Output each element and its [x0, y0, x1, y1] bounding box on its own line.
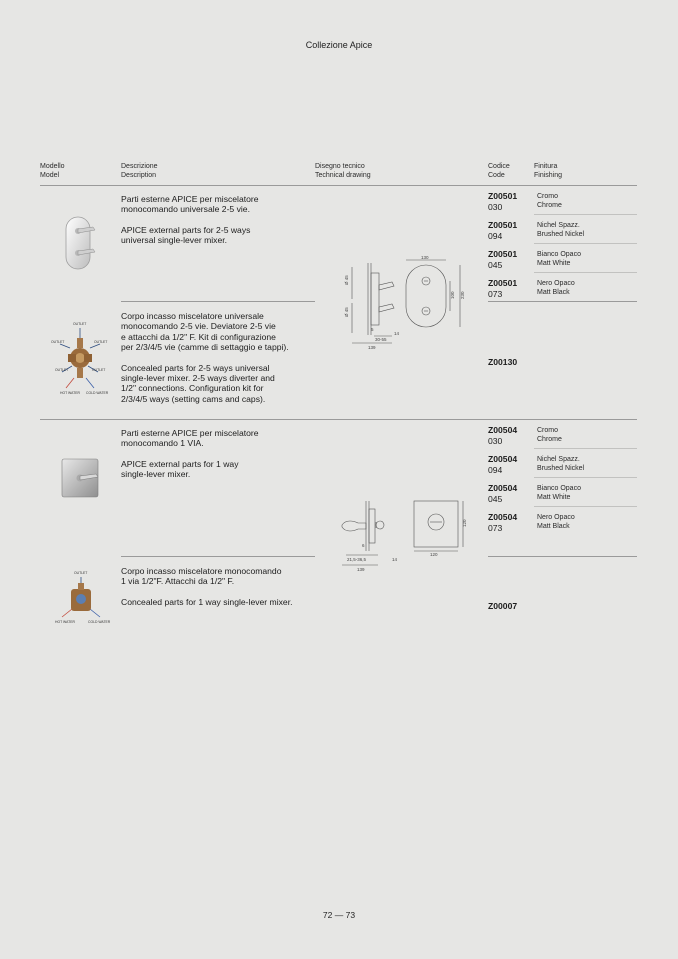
product-code: Z00501 045 — [488, 249, 518, 270]
description-italian: Corpo incasso miscelatore monocomando 1 via 1/2"F. Attacchi da 1/2" F. — [121, 566, 282, 587]
technical-drawing-1-way — [338, 495, 468, 580]
valve-label: COLD WATER — [88, 620, 110, 624]
column-header-description: Descrizione Description — [121, 163, 158, 179]
dim-label: Ø 45 — [344, 307, 349, 317]
column-header-finishing: Finitura Finishing — [534, 163, 563, 179]
product-code: Z00504 030 — [488, 425, 518, 446]
dim-label: 139 — [368, 345, 376, 350]
dim-label: 30-55 — [375, 337, 387, 342]
row-divider — [534, 506, 637, 507]
description-english: APICE external parts for 1 way single-lever mixer. — [121, 458, 239, 480]
row-divider — [534, 214, 637, 215]
finish-label: Cromo Chrome — [537, 427, 562, 443]
dim-label: 6 — [362, 543, 365, 548]
sub-divider-code — [488, 556, 637, 557]
finish-label: Bianco Opaco Matt White — [537, 251, 581, 267]
description-italian: Corpo incasso miscelatore universale monocomando 2-5 vie. Deviatore 2-5 vie e attacchi da 1/2" F. Kit di configurazione per 2/3/4/5 vie (camme di settaggio e tappi). — [121, 311, 289, 353]
dim-label: Ø 45 — [344, 275, 349, 285]
description-english: Concealed parts for 1 way single-lever mixer. — [121, 596, 293, 607]
row-divider — [534, 243, 637, 244]
finish-label: Nero Opaco Matt Black — [537, 280, 575, 296]
description-external-1-way — [121, 428, 311, 490]
column-header-drawing: Disegno tecnico Technical drawing — [315, 163, 371, 179]
page-number: 72 — 73 — [322, 910, 356, 920]
product-code: Z00504 045 — [488, 483, 518, 504]
model-image-external-2-5-ways — [62, 215, 98, 276]
product-code: Z00501 030 — [488, 191, 518, 212]
valve-label: HOT WATER — [55, 620, 75, 624]
product-code: Z00501 094 — [488, 220, 518, 241]
valve-label: OUTLET — [74, 571, 88, 575]
dim-label: 130 — [421, 255, 429, 260]
description-italian: Parti esterne APICE per miscelatore monocomando 1 VIA. — [121, 428, 259, 449]
technical-drawing-2-5-ways — [338, 255, 468, 360]
dim-label: 5 — [371, 327, 374, 332]
section-divider — [40, 419, 637, 420]
dim-label: 14 — [394, 331, 400, 336]
dim-label: 100 — [450, 291, 455, 299]
header-divider — [40, 185, 637, 186]
model-image-concealed-valve-2-5-ways — [48, 318, 112, 405]
dim-label: 120 — [430, 552, 438, 557]
valve-label: OUTLET — [92, 368, 106, 372]
valve-label: OUTLET — [55, 368, 69, 372]
description-concealed-1-way — [121, 566, 321, 617]
valve-label: COLD WATER — [86, 391, 109, 395]
product-code: Z00007 — [488, 601, 518, 611]
description-italian: Parti esterne APICE per miscelatore monocomando universale 2-5 vie. — [121, 194, 259, 215]
finish-label: Nichel Spazz. Brushed Nickel — [537, 222, 585, 238]
column-header-code: Codice Code — [488, 163, 510, 179]
sub-divider-description — [121, 301, 315, 302]
sub-divider-code — [488, 301, 637, 302]
dim-label: 139 — [357, 567, 365, 572]
product-code: Z00130 — [488, 357, 518, 367]
dim-label: 230 — [460, 291, 465, 299]
description-concealed-2-5-ways — [121, 311, 321, 414]
valve-label: OUTLET — [51, 340, 65, 344]
valve-label: HOT WATER — [60, 391, 80, 395]
column-header-model: Modello Model — [40, 163, 65, 179]
row-divider — [534, 272, 637, 273]
valve-label: OUTLET — [94, 340, 108, 344]
finish-label: Nero Opaco Matt Black — [537, 514, 575, 530]
dim-label: 120 — [462, 519, 467, 527]
page-title: Collezione Apice — [305, 40, 373, 50]
finish-label: Nichel Spazz. Brushed Nickel — [537, 456, 585, 472]
product-code: Z00501 073 — [488, 278, 518, 299]
row-divider — [534, 448, 637, 449]
sub-divider-description — [121, 556, 315, 557]
model-image-external-1-way — [60, 457, 100, 504]
dim-label: 21,5-36,5 — [347, 557, 367, 562]
description-english: Concealed parts for 2-5 ways universal single-lever mixer. 2-5 ways diverter and 1/2" connections. Configuration kit for 2/3/4/5 ways (setting cams and caps). — [121, 362, 275, 404]
description-external-2-5-ways — [121, 194, 311, 256]
description-english: APICE external parts for 2-5 ways universal single-lever mixer. — [121, 224, 251, 246]
dim-label: 14 — [392, 557, 398, 562]
row-divider — [534, 477, 637, 478]
valve-label: OUTLET — [73, 322, 87, 326]
finish-label: Bianco Opaco Matt White — [537, 485, 581, 501]
finish-label: Cromo Chrome — [537, 193, 562, 209]
model-image-concealed-valve-1-way — [52, 569, 110, 632]
product-code: Z00504 073 — [488, 512, 518, 533]
product-code: Z00504 094 — [488, 454, 518, 475]
